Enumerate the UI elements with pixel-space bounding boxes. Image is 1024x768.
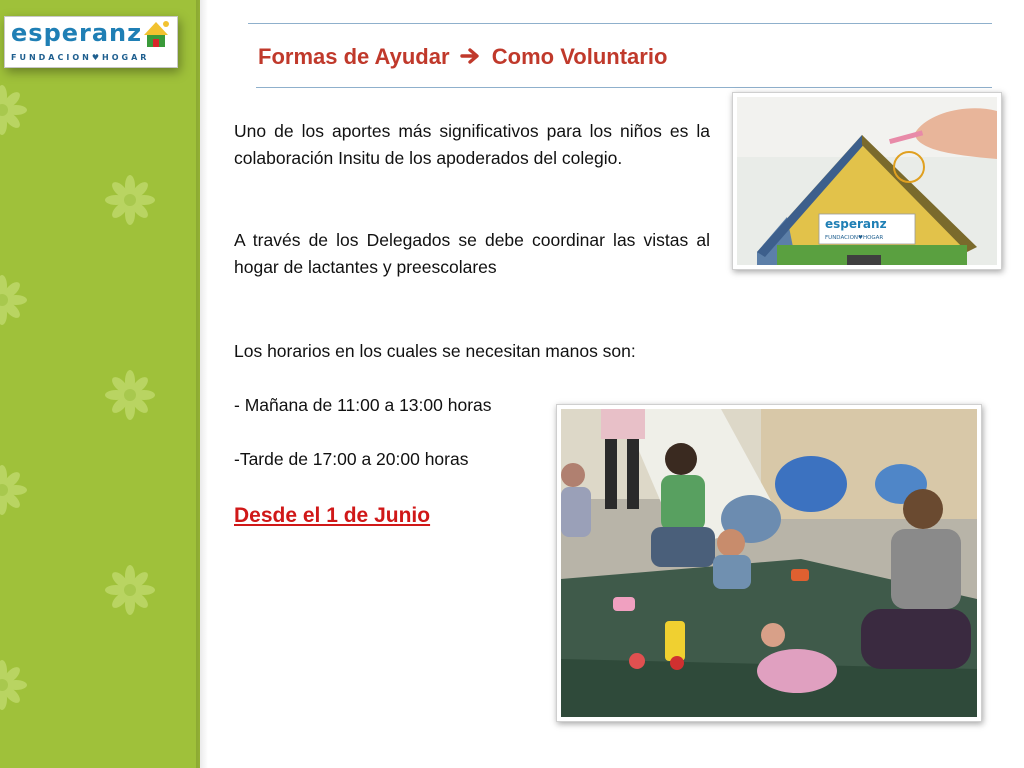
esperanza-logo (4, 16, 178, 68)
schedule-afternoon: -Tarde de 17:00 a 20:00 horas (234, 449, 469, 469)
start-date: Desde el 1 de Junio (234, 504, 431, 527)
flower-pattern (0, 0, 200, 768)
page-title (258, 44, 667, 70)
title-underline (256, 87, 992, 88)
schedule-morning: - Mañana de 11:00 a 13:00 horas (234, 395, 492, 415)
paragraph-1: Uno de los aportes más significativos para los niños es la colaboración Insitu de los apoderados del colegio. (234, 121, 710, 168)
logo-wordmark: esperanz (11, 19, 143, 47)
title-right: Como Voluntario (491, 44, 668, 69)
paragraph-2: A través de los Delegados se debe coordinar las vistas al hogar de lactantes y preescolares (234, 230, 710, 277)
top-rule (248, 23, 992, 24)
house-photo (732, 92, 1002, 270)
arrow-right-icon (460, 44, 488, 69)
house-sign-subtext: FUNDACION♥HOGAR (825, 235, 884, 241)
sidebar-shadow (196, 0, 208, 768)
house-sign-text: esperanz (825, 217, 887, 231)
logo-subtitle: FUNDACION♥HOGAR (11, 53, 150, 62)
paragraph-3: Los horarios en los cuales se necesitan manos son: (234, 341, 636, 361)
logo-house-icon (141, 19, 171, 49)
volunteers-photo (556, 404, 982, 722)
decorative-sidebar (0, 0, 200, 768)
title-left: Formas de Ayudar (258, 44, 450, 69)
